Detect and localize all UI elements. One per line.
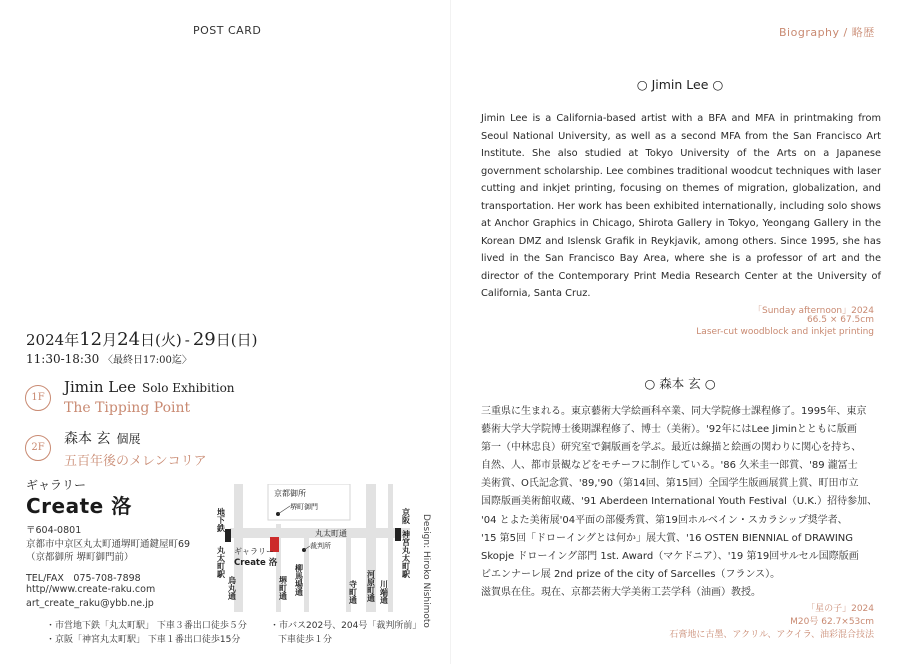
map-label-courthouse: 裁判所 xyxy=(310,542,331,550)
map-label-kawabata: 川端通 xyxy=(379,580,389,604)
gallery-url[interactable]: http//www.create-raku.com xyxy=(26,584,156,595)
bio-jp-line: 三重県に生まれる。東京藝術大学絵画科卒業、同大学院修士課程修了。1995年、東京 xyxy=(481,406,867,417)
bio-jp-line: 自然、人、都市景観などをモチーフに制作している。'86 久米圭一郎賞、'89 瀧冨士 xyxy=(481,460,858,472)
gallery-address-note: （京都御所 堺町御門前） xyxy=(26,552,134,563)
floor-2f-artist: 森本 玄 個展 xyxy=(64,431,141,447)
map-label-karasuma: 烏丸通 xyxy=(227,576,237,600)
artwork-2-size: M20号 62.7×53cm xyxy=(790,617,874,627)
exhibition-dates: 2024年12月24日(火) - 29日(日) xyxy=(26,329,258,350)
gallery-kana: ギャラリー xyxy=(26,478,87,492)
artwork-1-size: 66.5 × 67.5cm xyxy=(806,315,874,325)
floor-2f-badge: 2F xyxy=(25,435,51,461)
bio-jp-line: 藝術大学大学院博士後期課程修了、博士（美術）。'92年にはLee Jiminとともに版画 xyxy=(481,424,857,436)
access-map xyxy=(212,484,420,612)
gallery-address: 京都市中京区丸太町通堺町通鍵屋町69 xyxy=(26,539,191,550)
artwork-1-title: 「Sunday afternoon」2024 xyxy=(753,306,874,316)
map-label-gosho: 京都御所 xyxy=(274,489,306,498)
design-credit: Design: Hiroko Nishimoto xyxy=(421,514,431,628)
bio-jp-heading: ○ 森本 玄 ○ xyxy=(644,376,716,391)
map-label-sakaimachi: 堺町通 xyxy=(278,576,288,600)
map-label-gallery-2: Create 洛 xyxy=(234,558,278,568)
artwork-2-title: 「星の子」2024 xyxy=(806,604,874,614)
gallery-name: Create 洛 xyxy=(26,494,132,518)
access-keihan: ・京阪「神宮丸太町駅」 下車１番出口徒歩15分 xyxy=(46,635,241,645)
artwork-2-medium: 石膏地に古墨、アクリル、アクイラ、油彩混合技法 xyxy=(669,630,874,640)
exhibition-hours: 11:30-18:30 〈最終日17:00迄〉 xyxy=(26,352,192,366)
gallery-email[interactable]: art_create_raku@ybb.ne.jp xyxy=(26,598,154,609)
map-label-subway-1: 地下鉄 xyxy=(216,508,226,532)
floor-1f-artist: Jimin Lee Solo Exhibition xyxy=(64,378,235,396)
access-bus-walk: 下車徒歩１分 xyxy=(278,635,333,645)
gallery-postal: 〒604-0801 xyxy=(26,525,82,536)
map-label-teramachi: 寺町通 xyxy=(348,580,358,604)
bio-jp-line: '15 第5回「ドローイングとは何か」展大賞、'16 OSTEN BIENNIAL of DRAWING xyxy=(481,532,854,544)
keihan-station-marker xyxy=(395,528,401,541)
map-label-gallery-1: ギャラリー xyxy=(234,547,274,556)
bio-en-heading: ○ Jimin Lee ○ xyxy=(636,77,724,92)
floor-1f-title: The Tipping Point xyxy=(64,400,191,416)
bio-jp-line: Skopje ドローイング部門 1st. Award（マケドニア）、'19 第19回サルセル国際版画 xyxy=(481,550,859,562)
map-label-marutamachi: 丸太町通 xyxy=(315,529,347,538)
bio-jp-line: 滋賀県在住。現在、京都芸術大学美術工芸学科（油画）教授。 xyxy=(481,586,761,598)
floor-1f-badge: 1F xyxy=(25,385,51,411)
bio-jp-line: '04 とよた美術展'04平面の部優秀賞、第19回ホルベイン・スカラシップ奨学者、 xyxy=(481,514,848,526)
gallery-tel: TEL/FAX 075-708-7898 xyxy=(26,573,141,584)
section-label: Biography / 略歴 xyxy=(779,26,875,39)
postcard-label: POST CARD xyxy=(193,24,262,37)
fold-line xyxy=(450,0,451,664)
map-label-gomon: 堺町御門 xyxy=(290,503,318,511)
bio-jp-line: 第一（中林忠良）研究室で銅版画を学ぶ。最近は線描と絵画の関わりに関心を持ち、 xyxy=(481,442,862,454)
map-label-yanaginobamba: 柳馬場通 xyxy=(294,564,304,596)
subway-station-marker xyxy=(225,529,231,542)
bio-jp-line: 美術賞、O氏記念賞、'89,'90（第14回、第15回）全国学生版画展賞上賞、町田市立 xyxy=(481,478,859,490)
bio-jp-line: ビエンナーレ展 2nd prize of the city of Sarcelles（フランス）。 xyxy=(481,568,781,580)
artwork-1-medium: Laser-cut woodblock and inkjet printing xyxy=(696,327,874,337)
map-label-subway-2: 丸太町駅 xyxy=(216,546,226,578)
bio-en-text: Jimin Lee is a California-based artist with a BFA and MFA in printmaking from Seoul National University, as well as a second MFA from the San Francisco Art Institute. She also studied at Tokyo University of the Arts on a Japanese government scholarship. Lee combines traditional woodcut techniques with laser cutting and inkjet printing, focusing on themes of migration, globalization, and transportation. Her work has been exhibited internationally, including solo shows at Anchor Graphics in Chicago, Shirota Gallery in Tokyo, Yeongang Gallery in the Korean DMZ and Islensk Grafik in Reykjavik, among others. Since 1995, she has lived in the San Francisco Bay Area, where she is a professor of art and the director of the Contemporary Print Media Research Center at the University of California, Santa Cruz. xyxy=(481,113,881,299)
map-label-keihan-2: 神宮丸太町駅 xyxy=(401,530,411,578)
floor-2f-title: 五百年後のメレンコリア xyxy=(64,454,207,469)
access-bus: ・市バス202号、204号「裁判所前」 xyxy=(270,621,422,631)
bio-jp-line: 国際版画美術館収蔵、'91 Aberdeen International Youth Festival（U.K.）招待参加、 xyxy=(481,496,878,508)
access-subway: ・市営地下鉄「丸太町駅」 下車３番出口徒歩５分 xyxy=(46,621,247,631)
kawabata-street xyxy=(388,484,393,612)
map-label-keihan-1: 京阪 xyxy=(401,508,411,524)
bio-jp-text xyxy=(481,403,881,602)
map-label-kawaramachi: 河原町通 xyxy=(366,570,376,602)
